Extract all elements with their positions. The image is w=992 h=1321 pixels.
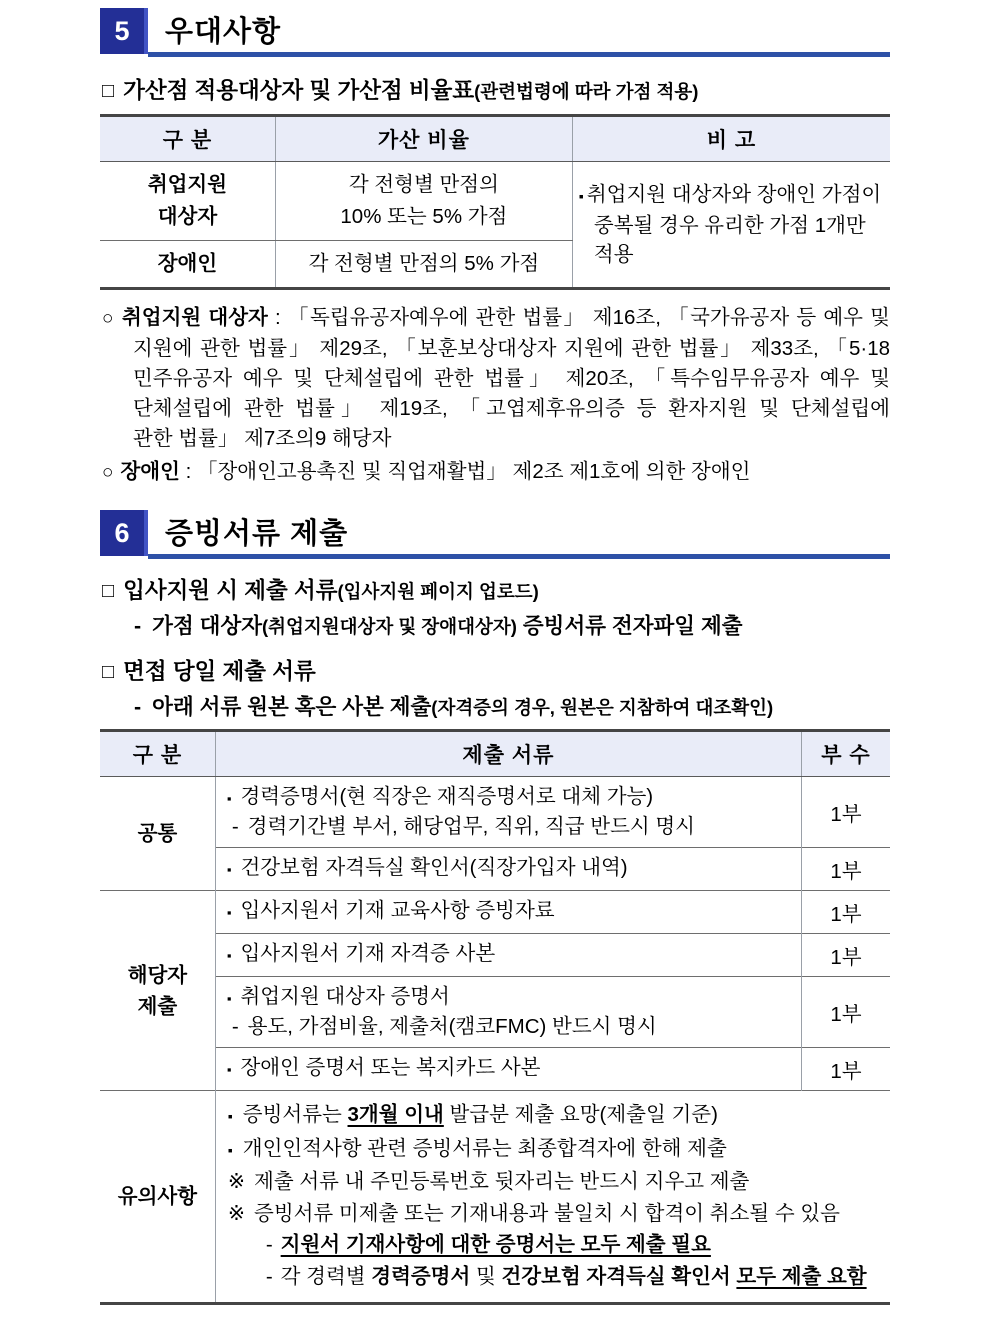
circle-bullet-icon: ○ <box>102 462 114 483</box>
section-6-title-rule <box>148 510 890 559</box>
submit-on-apply-item <box>102 573 890 605</box>
dash-bullet-icon: - <box>231 1015 239 1038</box>
subitem-bold-text: 증빙서류 전자파일 제출 <box>516 614 743 638</box>
doc-count: 1부 <box>802 977 890 1048</box>
doc-line <box>227 854 793 884</box>
square-bullet-icon: ▪ <box>226 1062 232 1077</box>
group-label-common: 공통 <box>100 777 215 891</box>
cautions-cell <box>215 1091 890 1304</box>
caution-text: 증빙서류 미제출 또는 기재내용과 불일치 시 합격이 취소될 수 있음 <box>254 1201 840 1225</box>
table-row <box>100 891 890 934</box>
doc-line <box>227 983 793 1013</box>
table-row <box>100 848 890 891</box>
doc-text: 건강보험 자격득실 확인서(직장가입자 내역) <box>240 856 628 879</box>
submit-on-interview-subitem <box>134 690 890 721</box>
bonus-row1-label-line2: 대상자 <box>157 205 218 228</box>
caution-text: 각 경력별 <box>280 1264 372 1288</box>
legal-note-separator: : <box>179 460 197 483</box>
doc-text: 용도, 가점비율, 제출처(캠코FMC) 반드시 명시 <box>247 1015 657 1038</box>
reference-mark-icon: ※ <box>227 1201 246 1225</box>
bonus-row2-ratio: 각 전형별 만점의 5% 가점 <box>275 241 572 289</box>
submit-on-interview-text: 면접 당일 제출 서류 <box>123 659 316 684</box>
square-bullet-icon: ▪ <box>578 188 584 204</box>
legal-note-line: 관한 법률」 제7조의9 해당자 <box>133 427 392 450</box>
doc-cell <box>215 977 801 1048</box>
section-5-header <box>100 8 890 57</box>
section-5-title-rule <box>148 8 890 57</box>
group-label-cautions: 유의사항 <box>100 1091 215 1304</box>
bonus-row1-ratio-line1: 각 전형별 만점의 <box>348 173 499 196</box>
caution-line <box>228 1229 882 1261</box>
doc-cell <box>215 777 801 848</box>
bonus-subheading-paren: (관련법령에 따라 가점 적용) <box>474 81 699 102</box>
checkbox-square-glyph: □ <box>102 661 115 683</box>
bonus-row1-ratio-line2: 10% 또는 5% 가점 <box>340 205 508 228</box>
doc-text: 경력기간별 부서, 해당업무, 직위, 직급 반드시 명시 <box>247 815 695 838</box>
section-6-title: 증빙서류 제출 <box>165 518 349 550</box>
caution-emphasis: 3개월 이내 <box>347 1103 444 1126</box>
section-5-title: 우대사항 <box>165 16 282 48</box>
caution-text: 및 <box>470 1264 502 1288</box>
bonus-col-category: 구 분 <box>100 116 275 162</box>
bonus-remark-text: 취업지원 대상자와 장애인 가점이 중복될 경우 유리한 가점 1개만 적용 <box>586 183 882 266</box>
doc-line <box>227 783 793 813</box>
bonus-row1-ratio <box>275 162 572 241</box>
bonus-remark-cell <box>572 162 890 289</box>
doc-cell <box>215 934 801 977</box>
section-6-header <box>100 510 890 559</box>
caution-line <box>228 1133 882 1167</box>
submit-on-apply-subitem <box>134 609 890 640</box>
dash-bullet-icon: - <box>134 695 142 719</box>
caution-bold: 건강보험 자격득실 확인서 <box>501 1264 737 1288</box>
docs-col-count: 부 수 <box>802 731 890 777</box>
bonus-row1-label <box>100 162 275 241</box>
checkbox-square-glyph: □ <box>102 80 115 102</box>
dash-bullet-icon: - <box>265 1264 273 1288</box>
bonus-ratio-table <box>100 114 890 290</box>
doc-cell <box>215 891 801 934</box>
doc-text: 장애인 증명서 또는 복지카드 사본 <box>240 1056 541 1079</box>
docs-col-documents: 제출 서류 <box>215 731 801 777</box>
table-row <box>100 977 890 1048</box>
doc-cell <box>215 1048 801 1091</box>
square-bullet-icon: ▪ <box>226 991 232 1006</box>
checkbox-square-glyph: □ <box>102 580 115 602</box>
square-bullet-icon: ▪ <box>226 948 232 963</box>
legal-note-employment-support <box>102 303 890 454</box>
required-documents-table <box>100 729 890 1305</box>
legal-note-line: 지원에 관한 법률」 제29조, 「보훈보상대상자 지원에 관한 법률」 제33조, 「5·18 <box>133 337 890 360</box>
subitem-bold-text: 가점 대상자 <box>152 614 262 638</box>
doc-subline <box>227 1013 793 1041</box>
section-5-number-badge: 5 <box>100 8 148 54</box>
dash-bullet-icon: - <box>134 614 142 638</box>
legal-note-line <box>102 457 890 488</box>
doc-count: 1부 <box>802 891 890 934</box>
dash-bullet-icon: - <box>265 1233 273 1256</box>
bonus-remark-line <box>579 180 884 269</box>
subitem-bold-text: 아래 서류 원본 혹은 사본 제출 <box>152 695 432 719</box>
group-label-line1: 해당자 <box>127 963 188 987</box>
caution-emphasis: 모두 제출 요함 <box>736 1264 867 1288</box>
caution-line <box>228 1166 882 1198</box>
square-bullet-icon: ▪ <box>226 905 232 920</box>
docs-col-category: 구 분 <box>100 731 215 777</box>
caution-text: 제출 서류 내 주민등록번호 뒷자리는 반드시 지우고 제출 <box>254 1170 750 1193</box>
caution-text: 증빙서류는 <box>242 1103 348 1126</box>
square-bullet-icon: ▪ <box>226 862 232 877</box>
caution-line <box>228 1198 882 1230</box>
doc-cell <box>215 848 801 891</box>
square-bullet-icon: ▪ <box>226 791 232 806</box>
doc-text: 입사지원서 기재 교육사항 증빙자료 <box>240 899 555 922</box>
caution-line <box>228 1261 882 1293</box>
legal-note-line: 단체설립에 관한 법률」 제19조, 「고엽제후유의증 등 환자지원 및 단체설립에 <box>133 397 890 420</box>
bonus-table-header-row <box>100 116 890 162</box>
bonus-row2-label: 장애인 <box>157 252 218 275</box>
subitem-paren: (자격증의 경우, 원본은 지참하여 대조확인) <box>431 697 774 718</box>
table-row <box>100 934 890 977</box>
subitem-paren: (취업지원대상자 및 장애대상자) <box>262 616 517 637</box>
caution-bold: 경력증명서 <box>371 1264 471 1288</box>
doc-line <box>227 897 793 927</box>
section-6-number-badge: 6 <box>100 510 148 556</box>
doc-line <box>227 1054 793 1084</box>
doc-count: 1부 <box>802 777 890 848</box>
bonus-row1-label-line1: 취업지원 <box>147 173 228 196</box>
table-row <box>100 1048 890 1091</box>
submit-on-apply-text: 입사지원 시 제출 서류 <box>123 578 338 603</box>
bonus-subheading-text: 가산점 적용대상자 및 가산점 비율표 <box>123 78 475 103</box>
doc-line <box>227 940 793 970</box>
dash-bullet-icon: - <box>231 815 239 838</box>
legal-note-text: 「장애인고용촉진 및 직업재활법」 제2조 제1호에 의한 장애인 <box>197 460 751 483</box>
doc-subline <box>227 813 793 841</box>
legal-note-label: 장애인 <box>120 460 180 483</box>
docs-table-header-row <box>100 731 890 777</box>
doc-count: 1부 <box>802 1048 890 1091</box>
submit-on-apply-paren: (입사지원 페이지 업로드) <box>337 581 539 602</box>
doc-text: 경력증명서(현 직장은 재직증명서로 대체 가능) <box>240 785 654 808</box>
caution-emphasis: 지원서 기재사항에 대한 증명서는 모두 제출 필요 <box>280 1233 711 1256</box>
legal-note-line <box>102 303 890 334</box>
submit-on-interview-item <box>102 654 890 686</box>
doc-count: 1부 <box>802 848 890 891</box>
legal-note-separator: : <box>267 306 288 329</box>
group-label-applicable <box>100 891 215 1091</box>
legal-note-line: 민주유공자 예우 및 단체설립에 관한 법률」 제20조, 「특수임무유공자 예우 및 <box>133 367 890 390</box>
circle-bullet-icon: ○ <box>102 308 115 329</box>
reference-mark-icon: ※ <box>227 1170 246 1193</box>
bonus-col-ratio: 가산 비율 <box>275 116 572 162</box>
legal-note-text: 「독립유공자예우에 관한 법률」 제16조, 「국가유공자 등 예우 및 <box>287 306 890 329</box>
doc-text: 입사지원서 기재 자격증 사본 <box>240 942 496 965</box>
doc-count: 1부 <box>802 934 890 977</box>
square-bullet-icon: ▪ <box>227 1141 233 1158</box>
table-row <box>100 777 890 848</box>
caution-text: 개인인적사항 관련 증빙서류는 최종합격자에 한해 제출 <box>242 1136 727 1160</box>
doc-text: 취업지원 대상자 증명서 <box>240 985 450 1008</box>
table-row <box>100 1091 890 1304</box>
caution-text: 발급분 제출 요망(제출일 기준) <box>443 1103 718 1126</box>
bonus-col-remark: 비 고 <box>572 116 890 162</box>
legal-note-label: 취업지원 대상자 <box>122 306 268 329</box>
caution-line <box>228 1099 882 1133</box>
legal-note-disabled <box>102 457 890 488</box>
group-label-line2: 제출 <box>137 994 178 1018</box>
table-row <box>100 162 890 241</box>
bonus-subheading <box>102 73 890 105</box>
square-bullet-icon: ▪ <box>227 1108 233 1124</box>
